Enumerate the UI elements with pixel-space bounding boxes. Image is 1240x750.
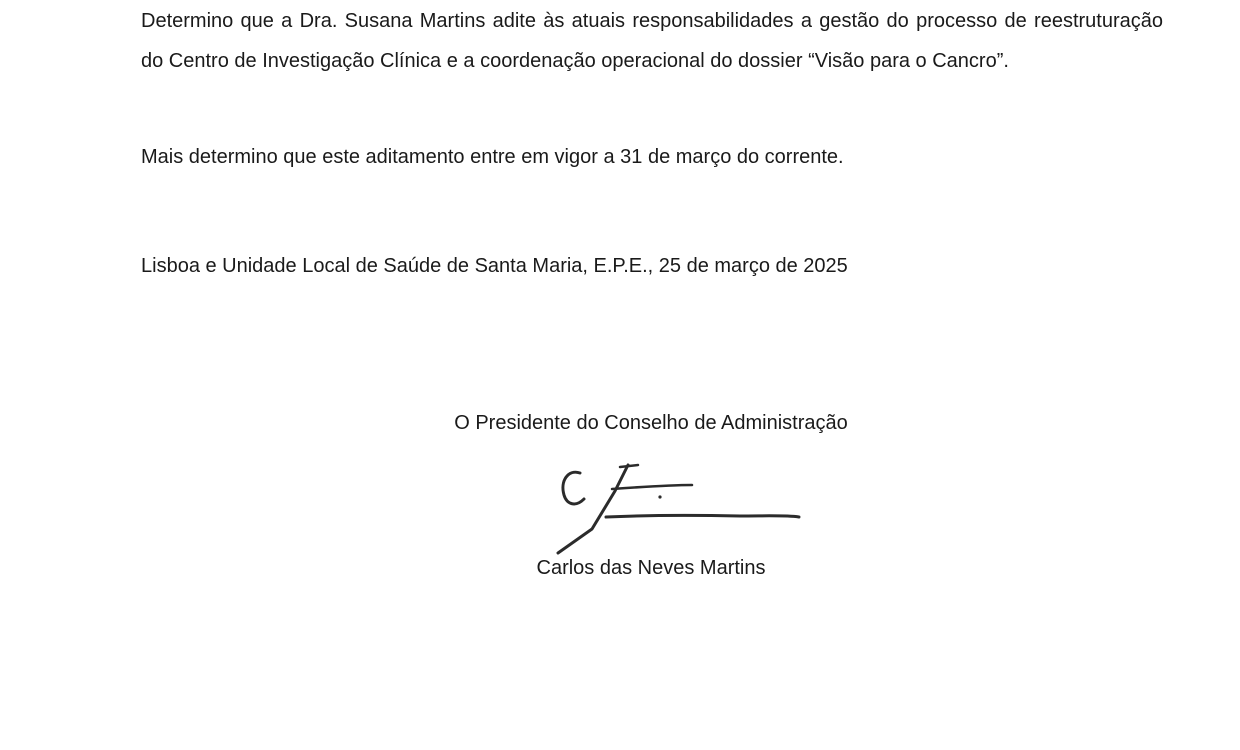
signer-name: Carlos das Neves Martins bbox=[536, 557, 766, 579]
place-and-date: Lisboa e Unidade Local de Saúde de Santa Maria, E.P.E., 25 de março de 2025 bbox=[141, 255, 848, 277]
body-paragraph-effective-date: Mais determino que este aditamento entre em vigor a 31 de março do corrente. bbox=[141, 146, 844, 168]
body-paragraph-determination: Determino que a Dra. Susana Martins adite às atuais responsabilidades a gestão do processo de reestruturação do Centro de Investigação Clínica e a coordenação operacional do dossier “Visão para o Cancro”. bbox=[141, 10, 1163, 72]
signer-title: O Presidente do Conselho de Administração bbox=[454, 412, 848, 434]
